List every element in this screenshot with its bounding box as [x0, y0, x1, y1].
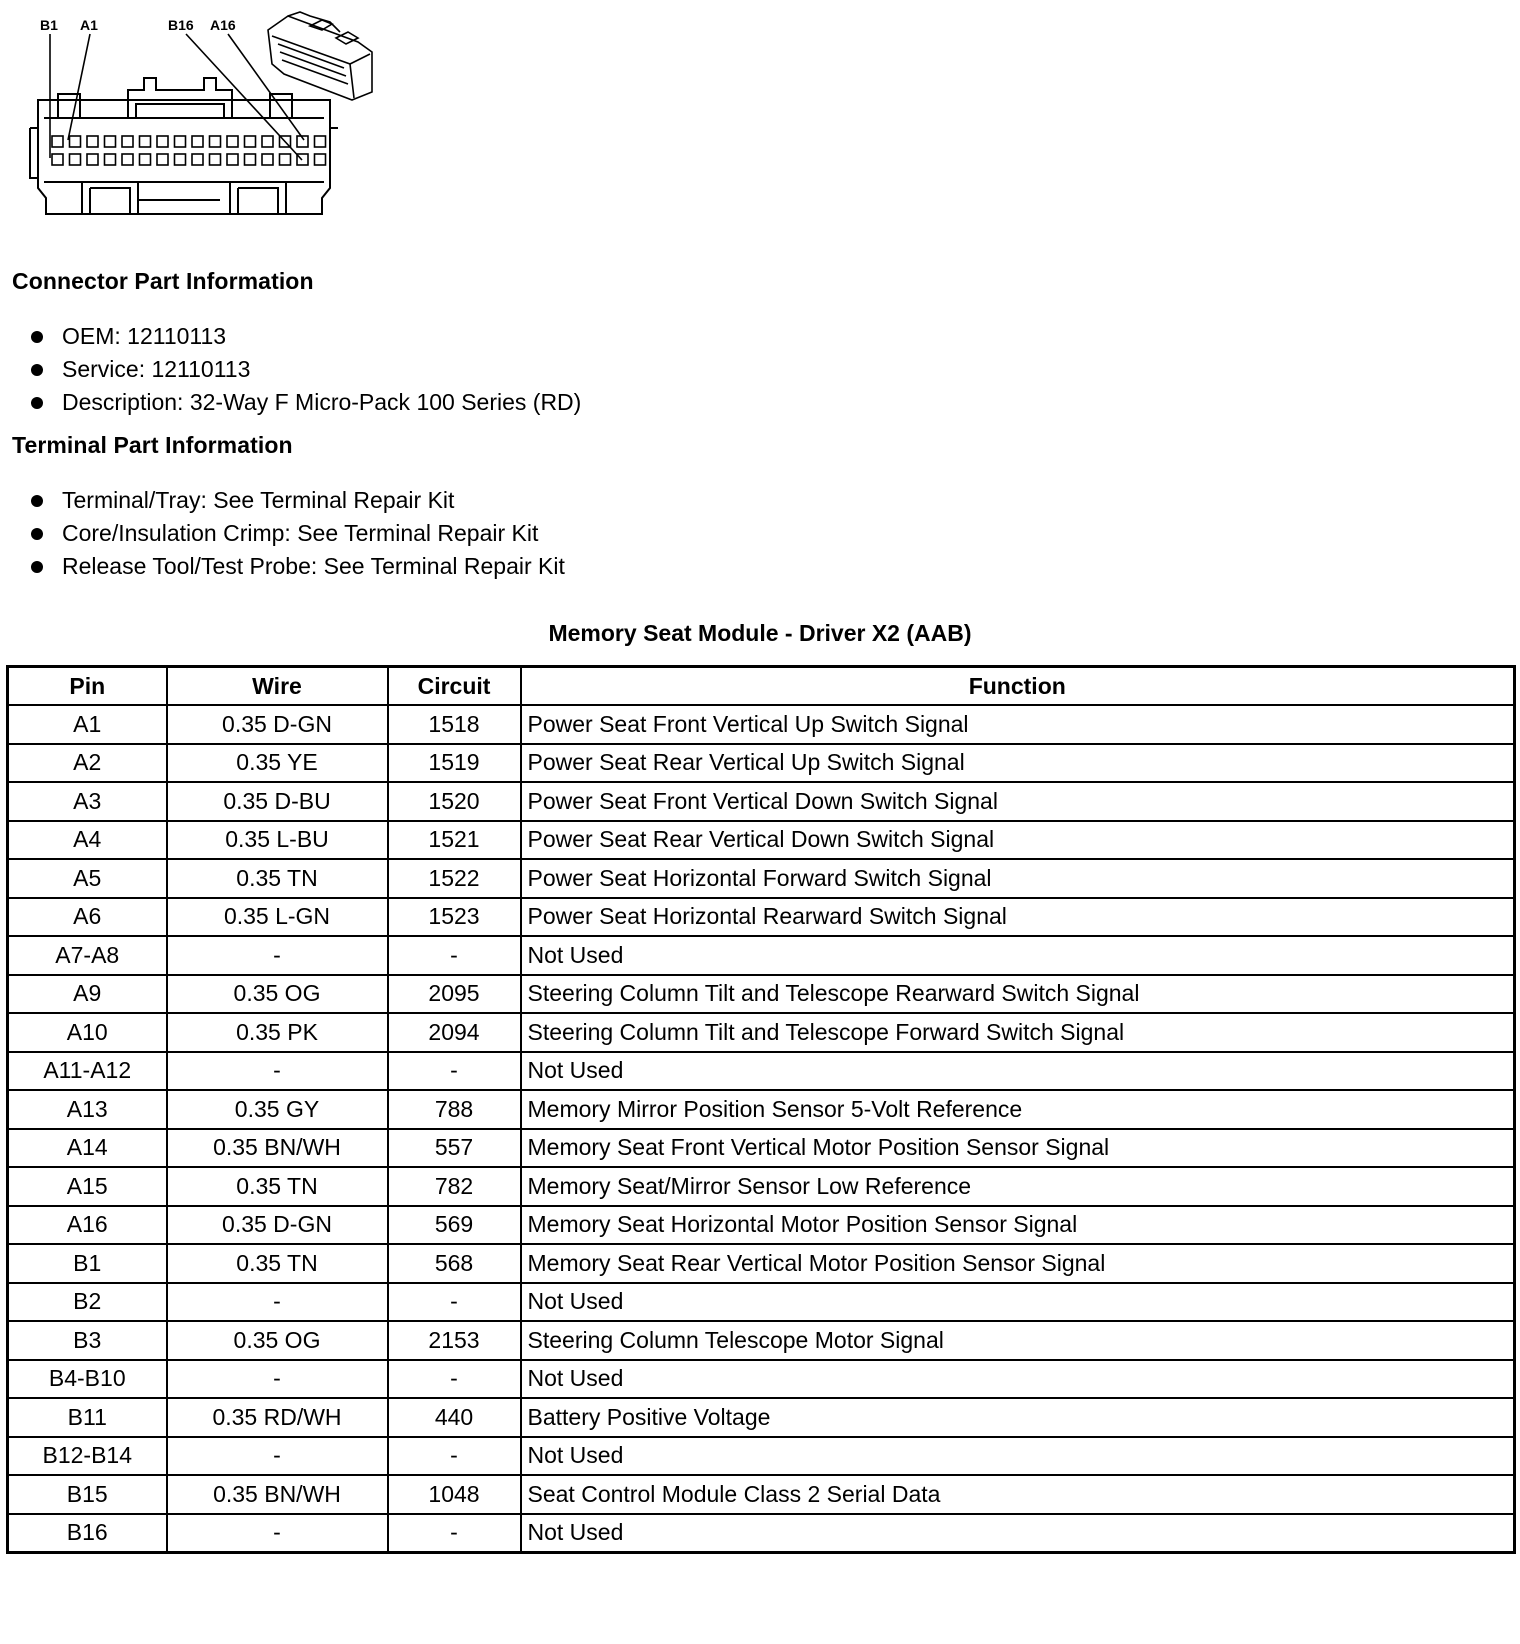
label-a1: A1	[80, 17, 98, 33]
label-b1: B1	[40, 17, 58, 33]
cell-function: Power Seat Rear Vertical Down Switch Signal	[521, 821, 1515, 860]
cell-function: Power Seat Rear Vertical Up Switch Signal	[521, 744, 1515, 783]
table-row	[8, 1052, 1515, 1091]
table-row	[8, 1206, 1515, 1245]
cell-function: Memory Seat/Mirror Sensor Low Reference	[521, 1167, 1515, 1206]
connector-diagram	[10, 8, 390, 230]
list-item: Service: 12110113	[28, 353, 581, 386]
table-row	[8, 936, 1515, 975]
cell-wire: 0.35 BN/WH	[167, 1129, 388, 1168]
table-row	[8, 1475, 1515, 1514]
cell-wire: 0.35 PK	[167, 1013, 388, 1052]
cell-pin: B4-B10	[8, 1360, 167, 1399]
table-row	[8, 821, 1515, 860]
terminal-part-heading: Terminal Part Information	[12, 432, 293, 458]
cell-circuit: 2153	[388, 1321, 521, 1360]
cell-wire: 0.35 OG	[167, 1321, 388, 1360]
cell-circuit: 1523	[388, 898, 521, 937]
cell-wire: 0.35 D-BU	[167, 782, 388, 821]
cell-circuit: -	[388, 1283, 521, 1322]
cell-circuit: -	[388, 1360, 521, 1399]
cell-wire: -	[167, 1514, 388, 1553]
label-b16: B16	[168, 17, 194, 33]
cell-pin: A14	[8, 1129, 167, 1168]
table-row	[8, 1398, 1515, 1437]
cell-pin: A3	[8, 782, 167, 821]
cell-pin: B11	[8, 1398, 167, 1437]
cell-wire: 0.35 TN	[167, 1244, 388, 1283]
cell-function: Not Used	[521, 1052, 1515, 1091]
connector-drawing	[10, 8, 390, 230]
cell-circuit: -	[388, 1514, 521, 1553]
cell-function: Not Used	[521, 1514, 1515, 1553]
cell-circuit: 568	[388, 1244, 521, 1283]
header-pin: Pin	[8, 667, 167, 706]
cell-function: Not Used	[521, 936, 1515, 975]
cell-circuit: 782	[388, 1167, 521, 1206]
list-item: Release Tool/Test Probe: See Terminal Repair Kit	[28, 550, 565, 583]
cell-function: Memory Seat Rear Vertical Motor Position Sensor Signal	[521, 1244, 1515, 1283]
list-item: Core/Insulation Crimp: See Terminal Repair Kit	[28, 517, 565, 550]
terminal-part-list	[28, 484, 565, 583]
cell-pin: B12-B14	[8, 1437, 167, 1476]
cell-function: Not Used	[521, 1283, 1515, 1322]
cell-pin: A13	[8, 1090, 167, 1129]
pinout-table	[6, 665, 1516, 1554]
cell-circuit: 1048	[388, 1475, 521, 1514]
table-row	[8, 859, 1515, 898]
cell-pin: B1	[8, 1244, 167, 1283]
cell-wire: 0.35 D-GN	[167, 1206, 388, 1245]
cell-wire: 0.35 D-GN	[167, 705, 388, 744]
table-row	[8, 1321, 1515, 1360]
header-circuit: Circuit	[388, 667, 521, 706]
table-row	[8, 1129, 1515, 1168]
cell-pin: A2	[8, 744, 167, 783]
cell-pin: B2	[8, 1283, 167, 1322]
table-row	[8, 898, 1515, 937]
cell-circuit: 1519	[388, 744, 521, 783]
cell-function: Seat Control Module Class 2 Serial Data	[521, 1475, 1515, 1514]
cell-pin: B16	[8, 1514, 167, 1553]
table-row	[8, 975, 1515, 1014]
table-row	[8, 1013, 1515, 1052]
cell-function: Power Seat Front Vertical Up Switch Signal	[521, 705, 1515, 744]
cell-wire: 0.35 L-BU	[167, 821, 388, 860]
cell-function: Steering Column Tilt and Telescope Rearward Switch Signal	[521, 975, 1515, 1014]
cell-function: Battery Positive Voltage	[521, 1398, 1515, 1437]
table-header-row	[8, 667, 1515, 706]
cell-pin: A1	[8, 705, 167, 744]
cell-wire: 0.35 TN	[167, 1167, 388, 1206]
cell-wire: -	[167, 936, 388, 975]
cell-circuit: -	[388, 1052, 521, 1091]
cell-function: Not Used	[521, 1437, 1515, 1476]
cell-function: Memory Mirror Position Sensor 5-Volt Reference	[521, 1090, 1515, 1129]
list-item: Terminal/Tray: See Terminal Repair Kit	[28, 484, 565, 517]
cell-wire: 0.35 L-GN	[167, 898, 388, 937]
table-row	[8, 1090, 1515, 1129]
leader-lines	[50, 34, 304, 160]
cell-wire: -	[167, 1437, 388, 1476]
table-row	[8, 1167, 1515, 1206]
cell-wire: 0.35 YE	[167, 744, 388, 783]
cell-circuit: 1520	[388, 782, 521, 821]
cell-pin: A15	[8, 1167, 167, 1206]
header-function: Function	[521, 667, 1515, 706]
label-a16: A16	[210, 17, 236, 33]
cell-wire: 0.35 BN/WH	[167, 1475, 388, 1514]
cell-circuit: 1518	[388, 705, 521, 744]
cell-wire: -	[167, 1360, 388, 1399]
table-row	[8, 705, 1515, 744]
cell-function: Power Seat Horizontal Rearward Switch Signal	[521, 898, 1515, 937]
header-wire: Wire	[167, 667, 388, 706]
cell-pin: A4	[8, 821, 167, 860]
cell-function: Memory Seat Horizontal Motor Position Sensor Signal	[521, 1206, 1515, 1245]
cell-function: Steering Column Tilt and Telescope Forward Switch Signal	[521, 1013, 1515, 1052]
connector-part-list	[28, 320, 581, 419]
cell-circuit: 557	[388, 1129, 521, 1168]
table-row	[8, 782, 1515, 821]
cell-pin: A10	[8, 1013, 167, 1052]
cell-wire: 0.35 TN	[167, 859, 388, 898]
cell-pin: A5	[8, 859, 167, 898]
table-row	[8, 744, 1515, 783]
cell-wire: 0.35 OG	[167, 975, 388, 1014]
cell-wire: -	[167, 1283, 388, 1322]
table-row	[8, 1514, 1515, 1553]
cell-circuit: 1521	[388, 821, 521, 860]
cell-pin: B3	[8, 1321, 167, 1360]
cell-function: Power Seat Horizontal Forward Switch Signal	[521, 859, 1515, 898]
cell-function: Steering Column Telescope Motor Signal	[521, 1321, 1515, 1360]
cell-pin: A7-A8	[8, 936, 167, 975]
table-row	[8, 1283, 1515, 1322]
cell-circuit: 2094	[388, 1013, 521, 1052]
cell-wire: 0.35 RD/WH	[167, 1398, 388, 1437]
cell-circuit: 2095	[388, 975, 521, 1014]
connector-part-heading: Connector Part Information	[12, 268, 314, 294]
list-item: OEM: 12110113	[28, 320, 581, 353]
table-row	[8, 1244, 1515, 1283]
table-body	[8, 705, 1515, 1552]
connector-3d-view	[268, 12, 372, 100]
table-title: Memory Seat Module - Driver X2 (AAB)	[548, 620, 972, 646]
cell-circuit: -	[388, 936, 521, 975]
table-row	[8, 1437, 1515, 1476]
cell-circuit: 1522	[388, 859, 521, 898]
cell-circuit: -	[388, 1437, 521, 1476]
cell-wire: 0.35 GY	[167, 1090, 388, 1129]
cell-circuit: 440	[388, 1398, 521, 1437]
table-row	[8, 1360, 1515, 1399]
cell-function: Not Used	[521, 1360, 1515, 1399]
cell-pin: A9	[8, 975, 167, 1014]
cell-circuit: 569	[388, 1206, 521, 1245]
cell-wire: -	[167, 1052, 388, 1091]
cell-function: Memory Seat Front Vertical Motor Position Sensor Signal	[521, 1129, 1515, 1168]
list-item: Description: 32-Way F Micro-Pack 100 Series (RD)	[28, 386, 581, 419]
cell-pin: B15	[8, 1475, 167, 1514]
cell-pin: A6	[8, 898, 167, 937]
cell-function: Power Seat Front Vertical Down Switch Signal	[521, 782, 1515, 821]
cell-circuit: 788	[388, 1090, 521, 1129]
cell-pin: A16	[8, 1206, 167, 1245]
cell-pin: A11-A12	[8, 1052, 167, 1091]
